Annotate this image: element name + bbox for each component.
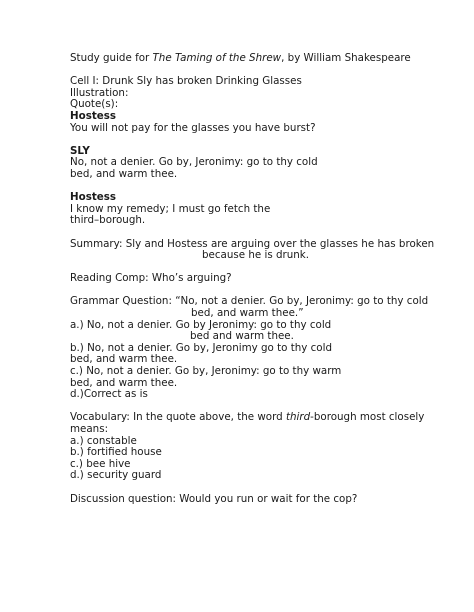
grammar-option-d: d.)Correct as is (70, 388, 148, 401)
summary-line: Summary: Sly and Hostess are arguing over the glasses he has broken (70, 237, 435, 250)
vocab-term: third (285, 411, 311, 424)
quotes-label: Quote(s): (70, 98, 119, 111)
speaker-hostess: Hostess (70, 191, 116, 204)
document-title (70, 53, 460, 65)
speaker-sly: SLY (70, 144, 90, 157)
spacer (70, 134, 460, 146)
spacer (70, 227, 460, 239)
grammar-option-a: bed and warm thee. (190, 330, 294, 343)
grammar-option-a: a.) No, not a denier. Go by Jeronimy: go to thy cold (70, 318, 332, 331)
vocabulary-question (70, 412, 460, 424)
grammar-option-b: bed, and warm thee. (70, 353, 178, 366)
title-prefix: Study guide for (70, 52, 153, 64)
grammar-question: Grammar Question: “No, not a denier. Go by, Jeronimy: go to thy cold (70, 295, 429, 308)
dialogue-line: bed, and warm thee. (70, 167, 178, 180)
spacer (70, 181, 460, 193)
vocab-option-d: d.) security guard (70, 469, 162, 482)
grammar-option-c: bed, and warm thee. (70, 376, 178, 389)
vocab-option-b: b.) fortified house (70, 446, 162, 459)
discussion-question: Discussion question: Would you run or wait for the cop? (70, 492, 358, 505)
vocabulary-question: means: (70, 423, 109, 435)
study-guide-content (70, 53, 460, 505)
speaker-hostess: Hostess (70, 109, 116, 122)
vocab-option-a: a.) constable (70, 434, 137, 447)
title-work: The Taming of the Shrew (152, 52, 282, 64)
dialogue-line: I know my remedy; I must go fetch the (70, 202, 271, 215)
grammar-question: bed, and warm thee.” (191, 307, 304, 320)
vocab-option-c: c.) bee hive (70, 457, 131, 470)
dialogue-line: third–borough. (70, 214, 146, 227)
summary-line: because he is drunk. (202, 249, 310, 262)
vocab-prefix: Vocabulary: In the quote above, the word (70, 411, 286, 424)
illustration-label: Illustration: (70, 86, 129, 99)
dialogue-line: No, not a denier. Go by, Jeronimy: go to thy cold (70, 156, 318, 169)
grammar-option-b: b.) No, not a denier. Go by, Jeronimy go to thy cold (70, 341, 332, 354)
title-suffix: , by William Shakespeare (281, 52, 411, 64)
vocab-suffix: -borough most closely (310, 411, 425, 424)
dialogue-line: You will not pay for the glasses you have burst? (70, 121, 316, 134)
reading-comp-question: Reading Comp: Who’s arguing? (70, 272, 232, 285)
cell-heading: Cell I: Drunk Sly has broken Drinking Glasses (70, 75, 302, 88)
spacer (70, 482, 460, 494)
grammar-option-c: c.) No, not a denier. Go by, Jeronimy: go to thy warm (70, 365, 342, 378)
